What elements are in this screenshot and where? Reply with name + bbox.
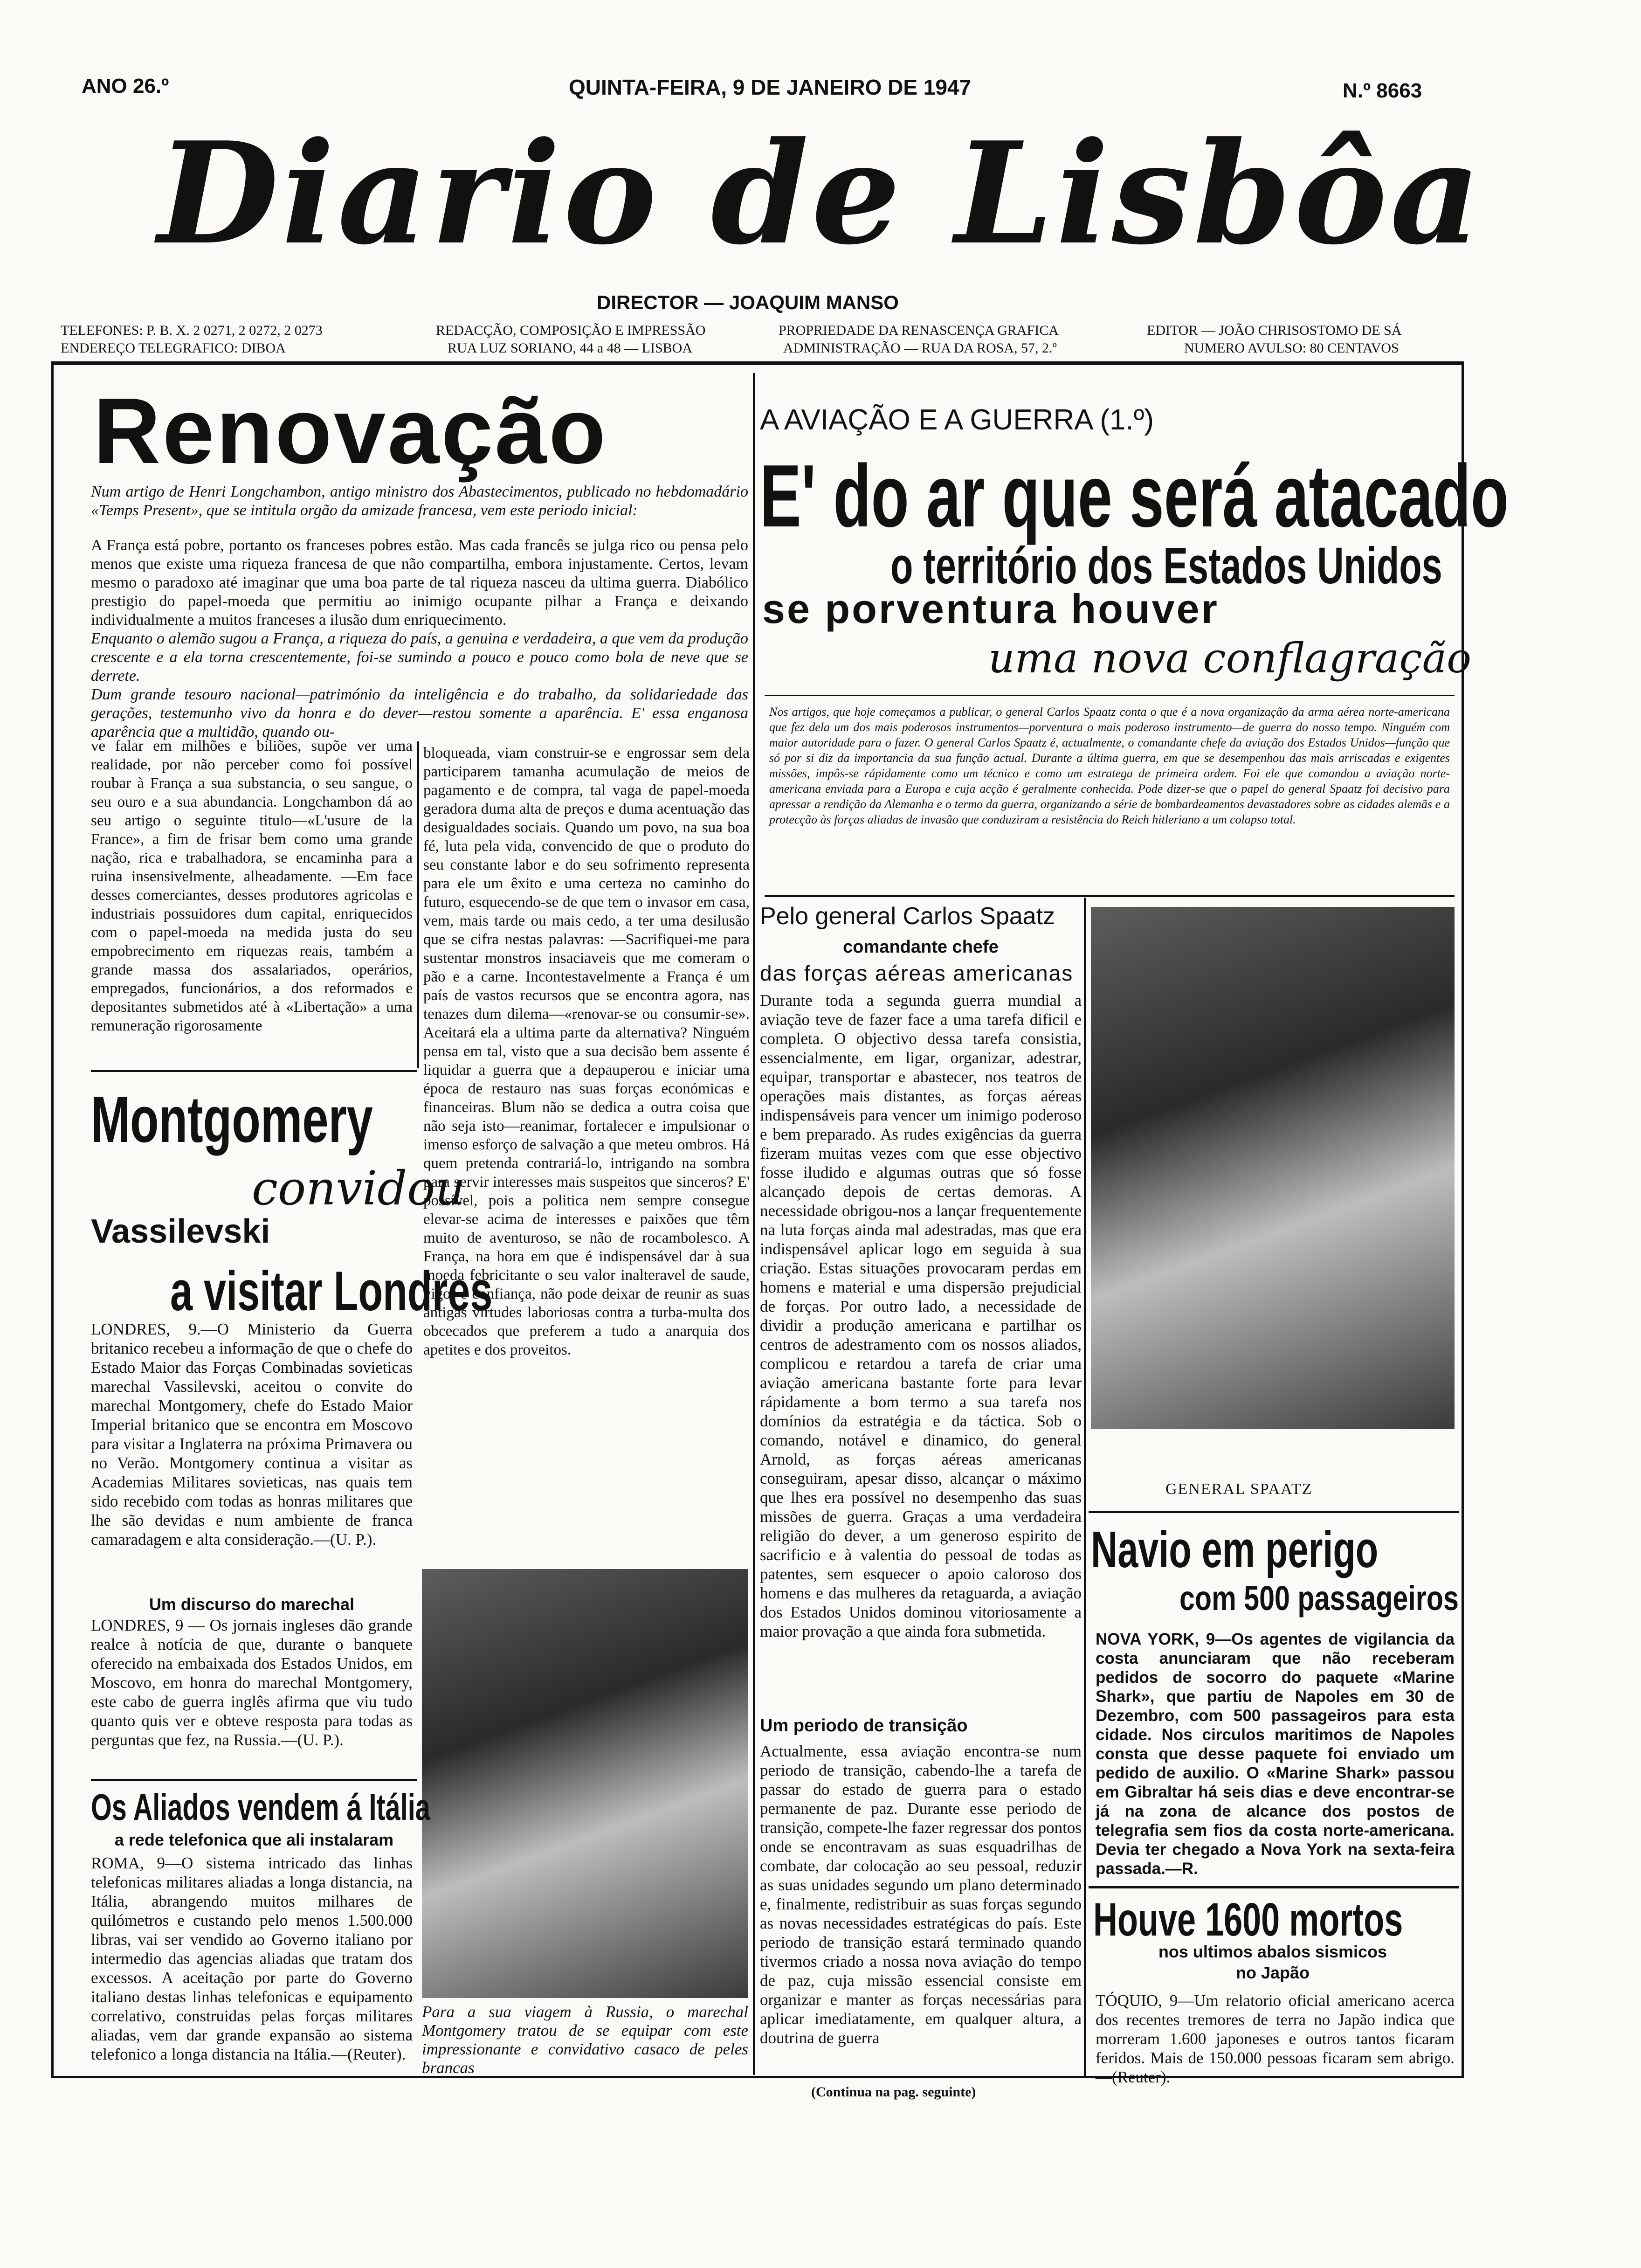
renovacao-title: Renovação (93, 379, 608, 483)
rule-aliados (91, 1779, 417, 1781)
spaatz-caption: GENERAL SPAATZ (1165, 1480, 1313, 1498)
propriedade: PROPRIEDADE DA RENASCENÇA GRAFICA (779, 323, 1059, 338)
column-divider (753, 373, 755, 2075)
administracao: ADMINISTRAÇÃO — RUA DA ROSA, 57, 2.º (783, 340, 1057, 356)
aviacao-intro-top (765, 695, 1455, 696)
frame-right (1462, 361, 1464, 2077)
aviacao-h1: E' do ar que será atacado (760, 447, 1509, 546)
renovacao-p3: Dum grande tesouro nacional—património da inteligência e do trabalho, da solidariedade das gerações, testemunho vivo da honra e do dever—restou somente a aparência. E' essa enganosa aparência que a multidão, quando ou- (91, 686, 748, 740)
spaatz-photo (1091, 907, 1455, 1429)
header-rule (51, 361, 1464, 365)
aviacao-col-divider (1084, 898, 1086, 2077)
montgomery-body: LONDRES, 9.—O Ministerio da Guerra britanico recebeu a informação de que o chefe do Estado Maior das Forças Combinadas sovieticas marechal Vassilevski, aceitou o convite do marechal Montgomery, chefe do Estado Maior Imperial britanico que se encontra em Moscovo para visitar a Inglaterra na próxima Primavera ou no Verão. Montgomery continua a visitar as Academias Militares sovieticas, nas quais tem sido recebido com todas as honras militares que lhe são devidas e num ambiente de franca camaradagem e alta consideração.—(U. P.). (91, 1320, 413, 1549)
renovacao-p2: Enquanto o alemão sugou a França, a riqueza do país, a genuina e verdadeira, a que vem da produção crescente e a ela torna crescentemente, foi-se sumindo a pouco e pouco como bola de neve que se derrete. (91, 630, 748, 685)
montgomery-body2: LONDRES, 9 — Os jornais ingleses dão grande realce à notícia de que, durante o banquete oferecido na embaixada dos Estados Unidos, em Moscovo, em honra do marechal Montgomery, este cabo de guerra inglês afirma que viu tudo quanto quis ver e obteve resposta para todas as perguntas que fez, na Russia.—(U. P.). (91, 1616, 413, 1749)
mortos-body: TÓQUIO, 9—Um relatorio oficial americano acerca dos recentes tremores de terra no Japão indica que morreram 1.600 japoneses e outros tantos ficaram feridos. Mais de 150.000 pessoas ficaram sem abrigo.—(Reuter). (1096, 1991, 1455, 2086)
aviacao-kicker: A AVIAÇÃO E A GUERRA (1.º) (760, 404, 1154, 436)
montgomery-h4: a visitar Londres (170, 1260, 493, 1322)
aviacao-h2: o território dos Estados Unidos (890, 537, 1442, 595)
aviacao-byline3: das forças aéreas americanas (760, 961, 1074, 985)
price: NUMERO AVULSO: 80 CENTAVOS (1184, 340, 1399, 356)
renovacao-bottom-rule (91, 1070, 417, 1072)
aviacao-h4: uma nova conflagração (988, 634, 1472, 682)
renovacao-left-col: ve falar em milhões e biliões, supõe ver uma realidade, por não perceber como foi possível roubar à França a sua substancia, o seu sangue, o seu ouro e a sua abundancia. Longchambon dá ao seu artigo o seguinte titulo—«L'usure de la France», a fim de frisar bem como uma grande nação, rica e trabalhadora, se encaminha para a ruina insensivelmente, alheadamente. —Em face desses comerciantes, desses produtores agricolas e industriais possuidores dum capital, enriquecidos com o papel-moeda na medida justa do seu empobrecimento em riquezas reais, também a grande massa dos assalariados, operários, empregados, funcionários, a dos reformados e depositantes submetidos até à «Libertação» a uma remuneração rigorosamente (91, 738, 413, 1034)
montgomery-h3: Vassilevski (91, 1213, 270, 1250)
mortos-h2: nos ultimos abalos sismicos (1158, 1942, 1387, 1961)
renovacao-p1: A França está pobre, portanto os franceses pobres estão. Mas cada francês se julga rico ou pensa pelo menos que existe uma riqueza francesa de que não compartilha, embora injustamente. Certos, levam mesmo o paradoxo até imaginar que uma boa parte de tal riqueza nasceu da ultima guerra. Diabólico prestigio do papel-moeda que permitiu ao inimigo ocupante pilhar a França e deixando individualmente a muitos franceses a ilusão dum enriquecimento. (91, 537, 748, 629)
aviacao-byline: Pelo general Carlos Spaatz (760, 903, 1055, 930)
montgomery-subhead: Um discurso do marechal (149, 1595, 355, 1614)
navio-body: NOVA YORK, 9—Os agentes de vigilancia da costa anunciaram que não receberam pedidos de socorro do paquete «Marine Shark», que partiu de Napoles em 30 de Dezembro, com 500 passageiros para esta cidade. Nos circulos maritimos de Napoles consta que desse paquete foi enviado um pedido de auxilio. O «Marine Shark» passou em Gibraltar há seis dias e deve encontrar-se já na zona de alcance dos postos de telegrafia sem fios da costa norte-americana. Devia ter chegado a Nova York na sexta-feira passada.—R. (1096, 1630, 1455, 1878)
mortos-h1: Houve 1600 mortos (1093, 1894, 1403, 1946)
frame-left (51, 361, 54, 2077)
endereco: ENDEREÇO TELEGRAFICO: DIBOA (61, 340, 286, 356)
aliados-h1: Os Aliados vendem á Itália (91, 1786, 430, 1828)
masthead-title: Diario de Lisbôa (157, 111, 1484, 276)
aviacao-body2: Actualmente, essa aviação encontra-se num periodo de transição, cabendo-lhe a tarefa de passar do estado de guerra para o estado permanente de paz. Durante esse periodo de transição, compete-lhe fazer regressar dos pontos onde se encontravam as suas esquadrilhas de combate, dar colocação ao seu pessoal, reduzir as suas unidades segundo um plano determinado e, finalmente, redistribuir as suas forças segundo as novas necessidades estratégicas do país. Este periodo de transição estará terminado quando tivermos criado a nossa nova aviação do tempo de paz, cuja missão essencial consiste em organizar e manter as forças necessárias para aplicar imediatamente, em qualquer altura, a doutrina de guerra (760, 1742, 1082, 2047)
montgomery-photo (422, 1569, 748, 1998)
navio-rule (1089, 1511, 1459, 1513)
continua-note: (Continua na pag. seguinte) (811, 2084, 976, 2100)
date-label: QUINTA-FEIRA, 9 DE JANEIRO DE 1947 (569, 75, 972, 99)
aviacao-byline2: comandante chefe (843, 937, 999, 957)
aviacao-subhead: Um periodo de transição (760, 1716, 968, 1736)
mortos-h3: no Japão (1235, 1963, 1310, 1982)
redaccao-address: RUA LUZ SORIANO, 44 a 48 — LISBOA (448, 340, 692, 356)
montgomery-h2: convidou (252, 1161, 465, 1216)
renovacao-split (417, 741, 419, 1068)
redaccao: REDACÇÃO, COMPOSIÇÃO E IMPRESSÃO (436, 323, 706, 338)
montgomery-photo-caption: Para a sua viagem à Russia, o marechal Montgomery tratou de se equipar com este impressionante e convidativo casaco de peles brancas (422, 2003, 748, 2077)
aliados-body: ROMA, 9—O sistema intricado das linhas telefonicas militares aliadas a longa distancia, na Itália, abrangendo muitos milhares de quilómetros e custando pelo menos 1.500.000 libras, vai ser vendido ao Governo italiano por intermedio das agencias aliadas que tratam dos excessos. A aceitação por parte do Governo italiano destas linhas telefonicas e equipamento correlativo, construidas pelas forças militares aliadas, vem dar grande expansão ao sistema telefonico a longa distancia na Itália.—(Reuter). (91, 1854, 413, 2063)
aviacao-intro-bottom (765, 895, 1455, 897)
year-label: ANO 26.º (82, 75, 169, 97)
renovacao-intro: Num artigo de Henri Longchambon, antigo ministro dos Abastecimentos, publicado no hebdomadário «Temps Present», que se intitula orgão da amizade francesa, vem este periodo inicial: (91, 483, 748, 519)
mortos-rule (1089, 1886, 1459, 1888)
navio-h2: com 500 passageiros (1179, 1579, 1459, 1618)
montgomery-h1: Montgomery (91, 1083, 373, 1156)
aviacao-intro: Nos artigos, que hoje começamos a publicar, o general Carlos Spaatz conta o que é a nova organização da arma aérea norte-americana que fez dela um dos mais poderosos instrumentos—porventura o mais poderoso instrumento—de guerra do nosso tempo. Ninguém com maior autoridade para o fazer. O general Carlos Spaatz é, actualmente, o comandante chefe da aviação dos Estados Unidos—função que só por si diz da importancia da sua função actual. Durante a última guerra, em que se desempenhou das mais arriscadas e exigentes missões, impôs-se rápidamente como um técnico e como um estratega de primeira ordem. Foi ele que comandou a aviação norte-americana enviada para a Europa e cuja acção é geralmente conhecida. Pode dizer-se que o papel do general Spaatz foi decisivo para apressar a rendição da Alemanha e o termo da guerra, organizando a série de bombardeamentos devastadores sobre as cidades alemãs e a protecção às forças aliadas de invasão que conduziram a resistência do Reich hitleriano a um colapso total. (769, 705, 1450, 826)
director-line: DIRECTOR — JOAQUIM MANSO (597, 291, 899, 313)
issue-number: N.º 8663 (1343, 79, 1422, 102)
renovacao-mid-col: bloqueada, viam construir-se e engrossar sem dela participarem tamanha acumulação de meios de pagamento e de compra, tal vaga de papel-moeda geradora duma alta de preços e duma acentuação das desigualdades sociais. Quando um povo, na sua boa fé, luta pela vida, convencido de que o produto do seu constante labor e do seu sofrimento representa para ele um êxito e uma certeza no caminho do futuro, esquecendo-se de que tem o invasor em casa, vem, mais tarde ou mais cedo, a ter uma desilusão que se cifra nestas palavras: —Sacrifiquei-me para sustentar monstros insaciaveis que me comeram o pão e a carne. Incontestavelmente a França é um país de vastos recursos que se encontra agora, nas tenazes dum dilema—«renovar-se ou consumir-se». Aceitará ela a ultima parte da alternativa? Ninguém pensa em tal, visto que a sua decisão bem assente é liquidar a guerra que a depauperou e iniciar uma época de restauro nas suas forças económicas e financeiras. Blum não se dedica a outra coisa que não seja isto—reanimar, fortalecer e impulsionar o imenso esforço de salvação a que meteu ombros. Há quem pretenda contrariá-lo, intrigando na sombra para servir interesses mais suspeitos que sinceros? E' possível, pois a politica nem sempre consegue elevar-se acima de interesses e paixões que têm muito de aventuroso, se não de rocambolesco. A França, na hora em que é indispensável dar à sua moeda febricitante o seu valor inalteravel de saude, vigor e confiança, não pode deixar de reunir as suas antigas virtudes laboriosas contra a turba-multa dos obcecados que preferem a tudo a anarquia dos apetites e dos proveitos. (423, 745, 750, 1358)
aviacao-h3: se porventura houver (762, 586, 1219, 632)
aliados-h2: a rede telefonica que ali instalaram (114, 1830, 394, 1849)
aviacao-body: Durante toda a segunda guerra mundial a aviação teve de fazer face a uma tarefa dificil e completa. O objectivo dessa tarefa consistia, essencialmente, em ligar, organizar, adestrar, equipar, transportar e abastecer, nos teatros de operações mais distantes, as forças aéreas indispensáveis para vencer um inimigo poderoso e bem preparado. As rudes exigências da guerra fizeram muitas vezes com que esse objectivo fosse iludido e algumas outras que só fosse alcançado depois de certas demoras. A necessidade obrigou-nos a lançar frequentemente na luta forças ainda mal adestradas, mas que era indispensável aplicar logo em seguida à sua criação. Estas situações provocaram perdas em homens e material e uma dispersão prejudicial de forças. Por outro lado, a necessidade de dividir a produção americana e partilhar os centros de adestramento com os nossos aliados, complicou e retardou a tarefa de criar uma aviação americana bastante forte para levar rápidamente a bom termo a sua tarefa nos domínios da estratégia e da táctica. Sob o comando, notável e dinamico, do general Arnold, as forças aéreas americanas conseguiram, apesar disso, alcançar o máximo que lhes era possível no desempenho das suas missões de guerra. Graças a uma verdadeira religião do dever, a um generoso espirito de sacrificio e à valentia do pessoal de todas as patentes, sem esquecer o apoio caloroso dos homens e das mulheres da retaguarda, a aviação dos Estados Unidos dominou vitoriosamente a maior provação a que ainda fora submetida. (760, 991, 1082, 1640)
telefones: TELEFONES: P. B. X. 2 0271, 2 0272, 2 0273 (61, 323, 323, 338)
editor: EDITOR — JOÃO CHRISOSTOMO DE SÁ (1147, 323, 1402, 338)
navio-h1: Navio em perigo (1091, 1521, 1379, 1578)
